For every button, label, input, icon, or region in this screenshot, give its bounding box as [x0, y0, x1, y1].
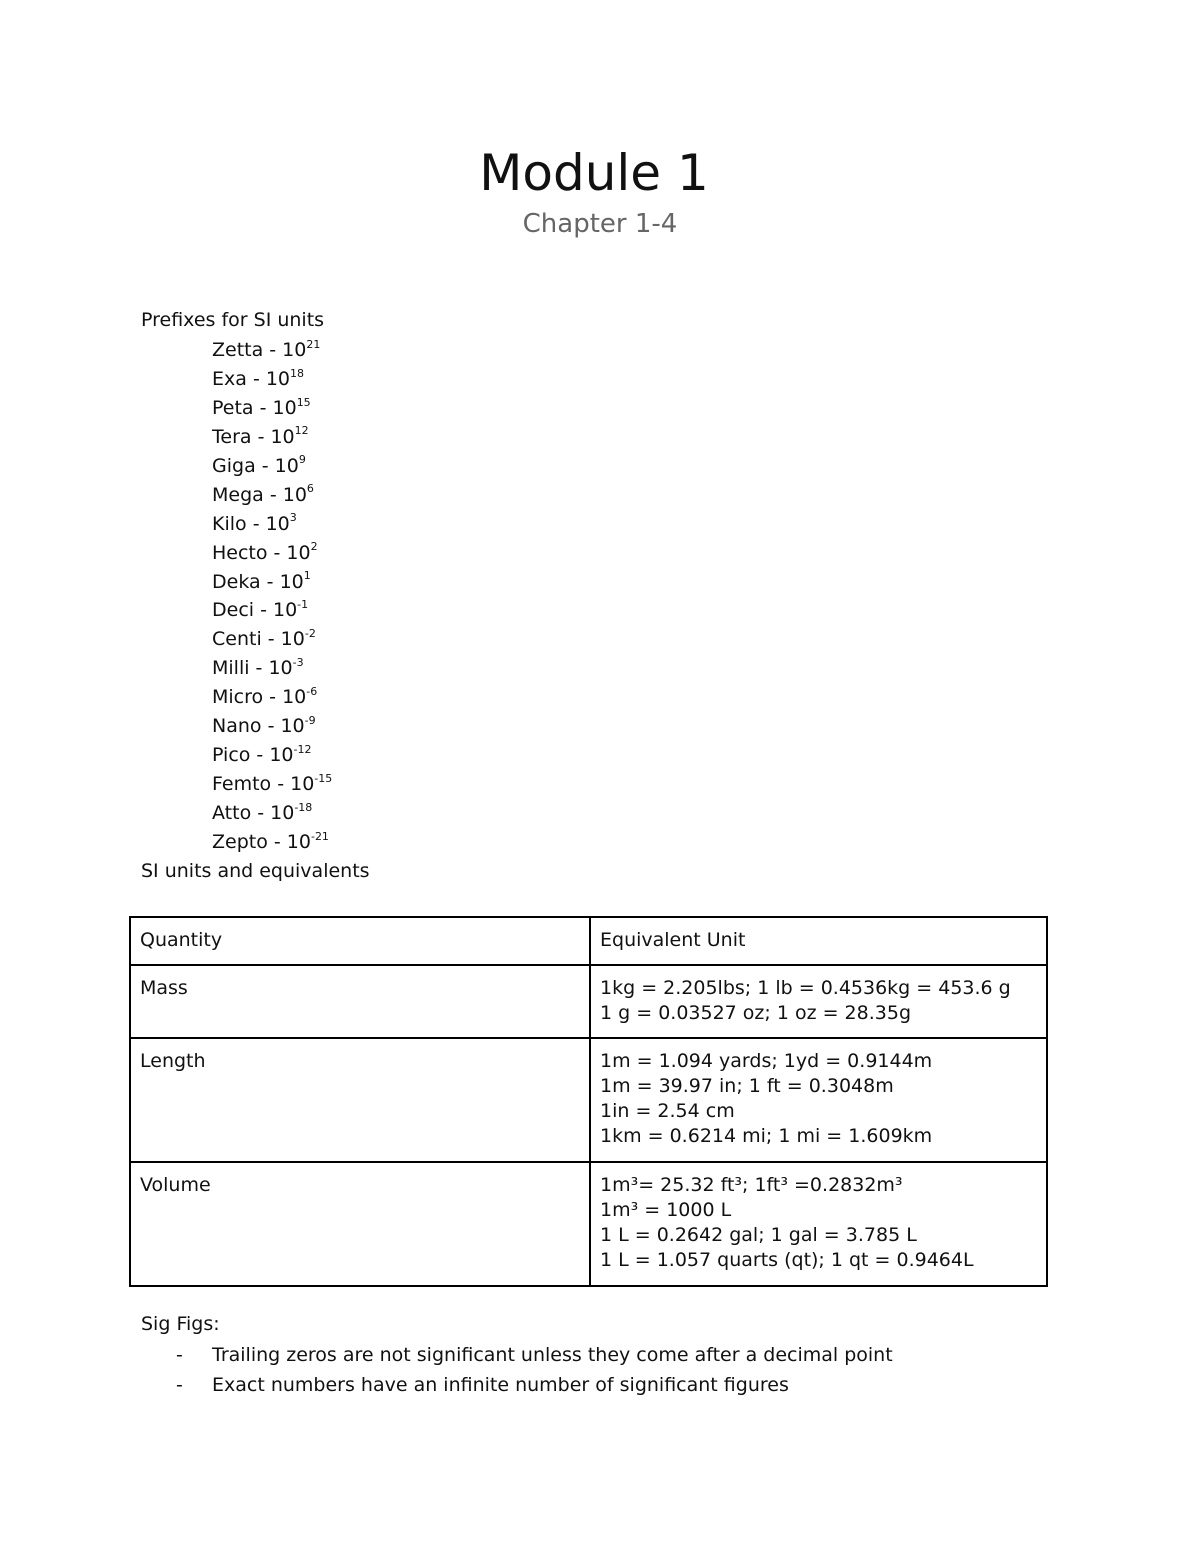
equivalent-line: 1in = 2.54 cm — [600, 1100, 735, 1122]
prefix-name: Milli — [212, 657, 250, 680]
header-quantity-cell: Quantity — [130, 917, 590, 965]
prefix-item: Femto - $10^{-15}$ — [212, 771, 333, 796]
prefix-item: Tera - $10^{12}$ — [212, 424, 309, 448]
list-item-text: Exact numbers have an infinite number of significant figures — [212, 1374, 789, 1396]
prefix-name: Exa — [212, 367, 247, 390]
prefix-name: Pico — [212, 744, 251, 767]
prefix-name: Atto — [212, 802, 252, 824]
table-row — [130, 1162, 1047, 1286]
prefix-exponent: -6 — [306, 684, 318, 698]
prefix-name: Zetta — [212, 339, 264, 361]
prefix-item: Giga - $10^9$ — [212, 453, 306, 477]
si-units-table — [129, 916, 1048, 1287]
equivalent-line: 1m = 1.094 yards; 1yd = 0.9144m — [600, 1050, 933, 1072]
prefix-item: Deka - $10^1$ — [212, 569, 311, 593]
page-subtitle: Chapter 1-4 — [522, 209, 678, 239]
prefix-name: Centi — [212, 628, 262, 651]
header-equivalent-cell: Equivalent Unit — [590, 917, 1047, 965]
prefix-exponent: 2 — [310, 540, 318, 554]
prefix-name: Micro — [212, 686, 264, 709]
equivalent-line: 1m³= 25.32 ft³; 1ft³ =0.2832m³ — [600, 1174, 903, 1196]
equivalent-cell — [590, 1038, 1047, 1162]
prefix-exponent: -21 — [310, 829, 329, 843]
quantity-cell: Length — [130, 1038, 590, 1162]
equivalent-line: 1m³ = 1000 L — [600, 1199, 732, 1221]
prefix-item: Exa - $10^{18}$ — [212, 366, 305, 390]
prefix-name: Zepto — [212, 830, 268, 853]
prefix-exponent: -18 — [294, 800, 313, 814]
table-row — [130, 965, 1047, 1038]
dash-bullet: - — [176, 1344, 183, 1366]
equivalent-line: 1km = 0.6214 mi; 1 mi = 1.609km — [600, 1125, 933, 1147]
prefix-exponent: -9 — [304, 713, 316, 727]
equivalent-line: 1m = 39.97 in; 1 ft = 0.3048m — [600, 1075, 894, 1097]
prefix-exponent: -1 — [297, 598, 309, 612]
quantity-cell: Mass — [130, 965, 590, 1038]
sig-figs-heading: Sig Figs: — [141, 1313, 220, 1335]
prefix-name: Giga — [212, 454, 256, 477]
prefix-exponent: 1 — [303, 569, 311, 583]
prefix-exponent: -2 — [304, 627, 316, 641]
prefix-name: Deka — [212, 570, 261, 593]
prefix-item: Hecto - $10^2$ — [212, 540, 318, 564]
prefix-exponent: -3 — [292, 655, 304, 669]
prefix-exponent: 12 — [294, 424, 309, 438]
prefix-name: Hecto — [212, 541, 268, 564]
prefix-item: Micro - $10^{-6}$ — [212, 684, 318, 709]
prefix-exponent: 6 — [306, 482, 314, 496]
prefix-item: Centi - $10^{-2}$ — [212, 627, 316, 651]
quantity-cell: Volume — [130, 1162, 590, 1286]
prefix-exponent: 18 — [290, 366, 305, 380]
equivalent-line: 1 L = 0.2642 gal; 1 gal = 3.785 L — [600, 1224, 917, 1246]
equivalent-cell — [590, 965, 1047, 1038]
prefix-name: Kilo — [212, 512, 247, 535]
prefix-exponent: -12 — [293, 742, 312, 756]
prefix-list — [212, 336, 332, 857]
prefix-name: Deci — [212, 599, 255, 622]
page-title: Module 1 — [479, 144, 709, 202]
prefix-item: Nano - $10^{-9}$ — [212, 713, 316, 738]
prefix-item: Zetta - $10^{21}$ — [212, 337, 321, 361]
equivalent-line: 1kg = 2.205lbs; 1 lb = 0.4536kg = 453.6 g — [600, 977, 1011, 999]
prefix-name: Peta — [212, 396, 254, 419]
equivalent-line: 1 L = 1.057 quarts (qt); 1 qt = 0.9464L — [600, 1249, 974, 1271]
equivalent-line: 1 g = 0.03527 oz; 1 oz = 28.35g — [600, 1002, 912, 1024]
prefix-exponent: 3 — [289, 511, 297, 525]
prefix-item: Deci - $10^{-1}$ — [212, 598, 309, 622]
prefix-exponent: -15 — [314, 771, 333, 785]
equivalent-cell — [590, 1162, 1047, 1286]
prefix-exponent: 15 — [296, 395, 311, 409]
prefixes-heading: Prefixes for SI units — [141, 309, 325, 331]
prefix-exponent: 21 — [306, 337, 321, 351]
list-item — [176, 1370, 893, 1400]
prefix-item: Milli - $10^{-3}$ — [212, 655, 304, 680]
sig-figs-list — [176, 1340, 893, 1400]
prefix-exponent: 9 — [298, 453, 306, 467]
prefix-item: Atto - $10^{-18}$ — [212, 800, 313, 824]
prefix-item: Peta - $10^{15}$ — [212, 395, 311, 419]
prefix-item: Pico - $10^{-12}$ — [212, 742, 312, 767]
prefix-item: Mega - $10^6$ — [212, 482, 314, 506]
list-item-text: Trailing zeros are not significant unless they come after a decimal point — [212, 1344, 893, 1366]
prefix-name: Tera — [212, 425, 252, 448]
list-item — [176, 1340, 893, 1370]
dash-bullet: - — [176, 1374, 183, 1396]
prefix-name: Femto — [212, 773, 272, 796]
prefix-item: Zepto - $10^{-21}$ — [212, 829, 329, 853]
prefix-name: Mega — [212, 483, 264, 506]
table-row — [130, 1038, 1047, 1162]
si-units-heading: SI units and equivalents — [141, 860, 370, 882]
prefix-name: Nano — [212, 715, 262, 738]
prefix-item: Kilo - $10^3$ — [212, 511, 297, 535]
table-header-row — [130, 917, 1047, 965]
